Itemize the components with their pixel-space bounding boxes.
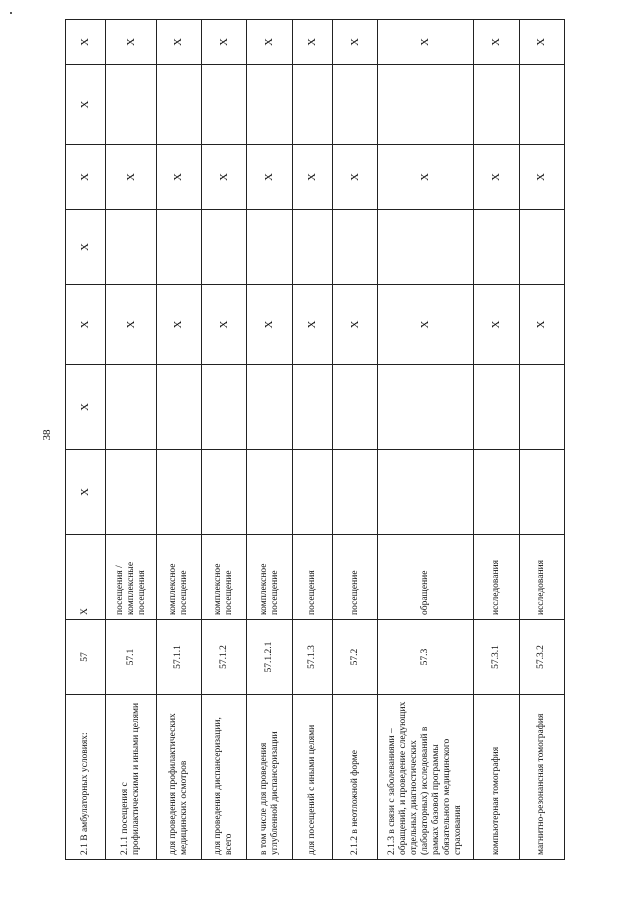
row-unit-cell: комплексное посещение [202, 535, 247, 620]
row-name-cell: 2.1 В амбулаторных условиях: [66, 695, 106, 860]
x-mark-cell: X [378, 145, 474, 210]
table-row [202, 20, 247, 860]
table-row [247, 20, 292, 860]
x-mark-cell [519, 210, 564, 285]
x-mark-cell [202, 65, 247, 145]
table-row [106, 20, 156, 860]
x-mark-cell: X [66, 365, 106, 450]
table-row [292, 20, 332, 860]
x-mark-cell: X [106, 285, 156, 365]
x-mark-cell [474, 65, 519, 145]
x-mark-cell [474, 365, 519, 450]
x-mark-cell: X [333, 285, 378, 365]
x-mark-cell [292, 450, 332, 535]
x-mark-cell [106, 450, 156, 535]
row-code-cell: 57.2 [333, 620, 378, 695]
row-name-cell: для посещений с иными целями [292, 695, 332, 860]
data-table [65, 19, 565, 860]
row-name-cell: магнитно-резонансная томография [519, 695, 564, 860]
x-mark-cell [519, 450, 564, 535]
row-unit-cell: комплексное посещение [247, 535, 292, 620]
x-mark-cell [156, 450, 201, 535]
x-mark-cell: X [66, 285, 106, 365]
row-code-cell: 57.1.1 [156, 620, 201, 695]
row-unit-cell: комплексное посещение [156, 535, 201, 620]
x-mark-cell [247, 365, 292, 450]
table-row [333, 20, 378, 860]
rotated-table-wrapper [65, 20, 565, 860]
x-mark-cell: X [292, 20, 332, 65]
x-mark-cell: X [292, 145, 332, 210]
row-name-cell: 2.1.1 посещения с профилактическими и иными целями [106, 695, 156, 860]
row-code-cell: 57.3.1 [474, 620, 519, 695]
x-mark-cell [292, 365, 332, 450]
x-mark-cell [519, 365, 564, 450]
x-mark-cell: X [378, 20, 474, 65]
x-mark-cell: X [156, 285, 201, 365]
x-mark-cell [202, 210, 247, 285]
x-mark-cell [106, 210, 156, 285]
x-mark-cell: X [519, 285, 564, 365]
x-mark-cell: X [247, 20, 292, 65]
table-row [474, 20, 519, 860]
x-mark-cell [106, 365, 156, 450]
x-mark-cell: X [66, 145, 106, 210]
x-mark-cell [156, 365, 201, 450]
x-mark-cell [247, 65, 292, 145]
x-mark-cell [378, 365, 474, 450]
x-mark-cell: X [333, 20, 378, 65]
x-mark-cell [474, 450, 519, 535]
x-mark-cell: X [66, 210, 106, 285]
row-unit-cell: посещения / комплексные посещения [106, 535, 156, 620]
x-mark-cell [378, 450, 474, 535]
x-mark-cell: X [292, 285, 332, 365]
row-code-cell: 57.1.2 [202, 620, 247, 695]
x-mark-cell: X [106, 20, 156, 65]
x-mark-cell: X [202, 285, 247, 365]
x-mark-cell: X [156, 145, 201, 210]
x-mark-cell: X [474, 285, 519, 365]
x-mark-cell [519, 65, 564, 145]
row-code-cell: 57.1 [106, 620, 156, 695]
x-mark-cell [247, 450, 292, 535]
x-mark-cell: X [519, 20, 564, 65]
row-unit-cell: исследования [474, 535, 519, 620]
table-row [378, 20, 474, 860]
row-code-cell: 57.1.2.1 [247, 620, 292, 695]
row-unit-cell: посещение [333, 535, 378, 620]
x-mark-cell [202, 365, 247, 450]
row-unit-cell: посещения [292, 535, 332, 620]
row-name-cell: для проведения профилактических медицинских осмотров [156, 695, 201, 860]
scan-dot [10, 12, 12, 14]
table-row [519, 20, 564, 860]
x-mark-cell [247, 210, 292, 285]
x-mark-cell: X [66, 450, 106, 535]
row-code-cell: 57 [66, 620, 106, 695]
x-mark-cell [333, 450, 378, 535]
x-mark-cell [292, 210, 332, 285]
row-unit-cell: исследования [519, 535, 564, 620]
row-name-cell: 2.1.3 в связи с заболеваниями – обращений, и проведение следующих отдельных диагностических (лабораторных) исследований в рамках базовой программы обязательного медицинского страхования [378, 695, 474, 860]
row-unit-cell: обращение [378, 535, 474, 620]
row-code-cell: 57.3.2 [519, 620, 564, 695]
x-mark-cell [292, 65, 332, 145]
row-name-cell: компьютерная томография [474, 695, 519, 860]
x-mark-cell: X [378, 285, 474, 365]
row-code-cell: 57.3 [378, 620, 474, 695]
x-mark-cell [378, 65, 474, 145]
x-mark-cell [333, 365, 378, 450]
x-mark-cell: X [247, 285, 292, 365]
x-mark-cell [156, 65, 201, 145]
page-number: 38 [41, 429, 53, 441]
x-mark-cell: X [106, 145, 156, 210]
row-name-cell: в том числе для проведения углубленной диспансеризации [247, 695, 292, 860]
row-name-cell: для проведения диспансеризации, всего [202, 695, 247, 860]
table-row [66, 20, 106, 860]
x-mark-cell [202, 450, 247, 535]
x-mark-cell [333, 210, 378, 285]
x-mark-cell: X [156, 20, 201, 65]
x-mark-cell [106, 65, 156, 145]
table-row [156, 20, 201, 860]
x-mark-cell: X [202, 145, 247, 210]
x-mark-cell: X [333, 145, 378, 210]
x-mark-cell: X [474, 145, 519, 210]
x-mark-cell: X [519, 145, 564, 210]
x-mark-cell: X [66, 20, 106, 65]
x-mark-cell [333, 65, 378, 145]
x-mark-cell: X [474, 20, 519, 65]
x-mark-cell [156, 210, 201, 285]
row-code-cell: 57.1.3 [292, 620, 332, 695]
row-name-cell: 2.1.2 в неотложной форме [333, 695, 378, 860]
row-unit-cell: X [66, 535, 106, 620]
x-mark-cell: X [247, 145, 292, 210]
x-mark-cell: X [66, 65, 106, 145]
x-mark-cell [378, 210, 474, 285]
x-mark-cell [474, 210, 519, 285]
x-mark-cell: X [202, 20, 247, 65]
